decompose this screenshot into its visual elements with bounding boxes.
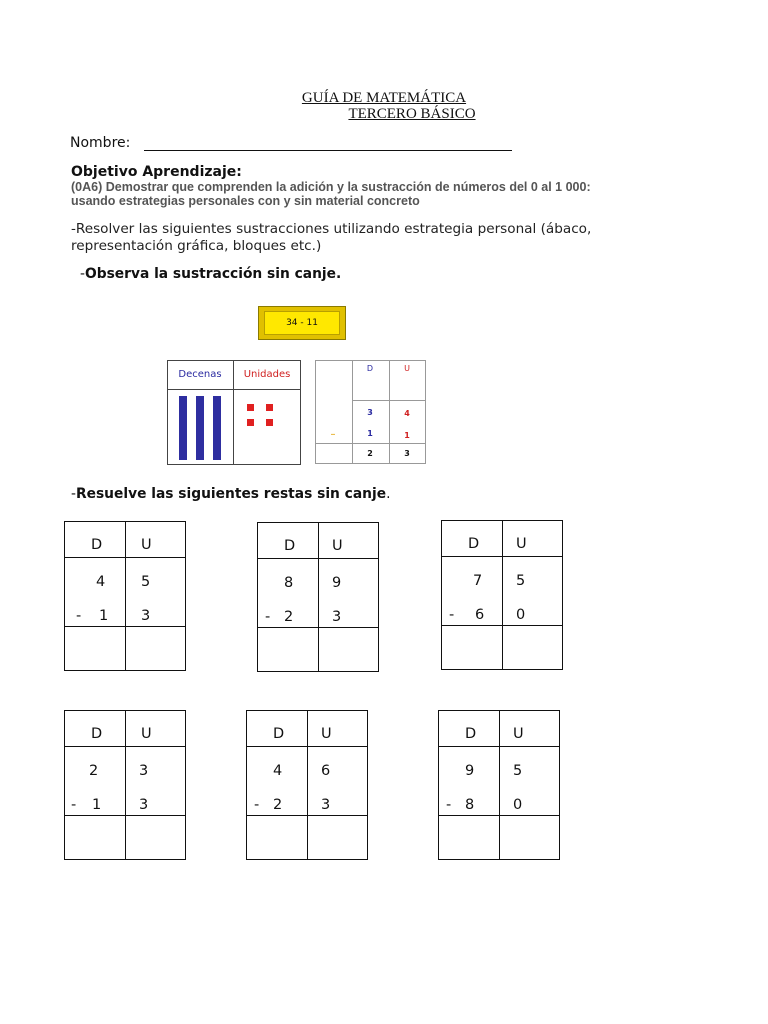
ten-bar (213, 396, 221, 460)
exercise-grid (257, 522, 379, 672)
exercise-head-d: D (91, 537, 103, 553)
exercise-minus: - (449, 607, 455, 623)
exercise-bot-d: 1 (92, 797, 102, 813)
example-grid-line (315, 443, 426, 444)
exercise-top-u: 5 (141, 574, 151, 590)
exercise-bot-d: 2 (273, 797, 283, 813)
page-subtitle: TERCERO BÁSICO (348, 106, 476, 122)
exercise-bot-u: 3 (332, 609, 342, 625)
exercise-top-u: 5 (513, 763, 523, 779)
objective-text-line1: (0A6) Demostrar que comprenden la adición y la sustracción de números del 0 al 1 000: (71, 180, 591, 194)
exercise-head-u: U (141, 537, 152, 553)
instruction-resolve (71, 221, 711, 255)
example-res-u: 3 (404, 449, 410, 458)
unidades-label: Unidades (243, 369, 291, 380)
answer-cell-d[interactable] (247, 816, 307, 859)
answer-cell-u[interactable] (308, 816, 367, 859)
exercise-head-d: D (91, 726, 103, 742)
exercise-top-d: 4 (273, 763, 283, 779)
example-minus: _ (331, 426, 335, 435)
unit-square (266, 419, 273, 426)
objective-text (71, 180, 691, 208)
exercise-minus: - (76, 608, 82, 624)
exercise-head-u: U (332, 538, 343, 554)
unit-square (247, 404, 254, 411)
exercise-grid (441, 520, 563, 670)
exercise-bot-u: 0 (516, 607, 526, 623)
objective-text-line2: usando estrategias personales con y sin material concreto (71, 194, 420, 208)
unit-square (247, 419, 254, 426)
page-title: GUÍA DE MATEMÁTICA (301, 90, 467, 106)
answer-cell-u[interactable] (126, 816, 185, 859)
exercise-head-d: D (284, 538, 296, 554)
exercise-top-u: 5 (516, 573, 526, 589)
instruction-observe (80, 266, 341, 282)
instruction-resuelve (71, 486, 390, 502)
exercise-bot-d: 8 (465, 797, 475, 813)
answer-cell-d[interactable] (65, 627, 125, 670)
exercise-top-u: 3 (139, 763, 149, 779)
instruction-resuelve-dash: - (71, 486, 76, 502)
example-mid-d: 1 (367, 429, 373, 438)
exercise-head-d: D (273, 726, 285, 742)
exercise-minus: - (446, 797, 452, 813)
instruction-resuelve-dot: . (386, 486, 391, 502)
exercise-head-d: D (465, 726, 477, 742)
exercise-minus: - (265, 609, 271, 625)
exercise-top-d: 4 (96, 574, 106, 590)
exercise-top-d: 8 (284, 575, 294, 591)
exercise-head-u: U (513, 726, 524, 742)
example-grid-line (352, 400, 426, 401)
operation-label: 34 - 11 (264, 311, 340, 335)
name-label: Nombre: (70, 135, 131, 151)
exercise-head-u: U (141, 726, 152, 742)
answer-cell-d[interactable] (258, 628, 318, 671)
example-top-d: 3 (367, 408, 373, 417)
example-head-d: D (366, 364, 374, 373)
exercise-grid (64, 521, 186, 671)
exercise-minus: - (254, 797, 260, 813)
answer-cell-u[interactable] (126, 627, 185, 670)
answer-cell-u[interactable] (500, 816, 559, 859)
exercise-top-d: 7 (473, 573, 483, 589)
exercise-grid (438, 710, 560, 860)
exercise-bot-d: 2 (284, 609, 294, 625)
answer-cell-d[interactable] (439, 816, 499, 859)
objective-title: Objetivo Aprendizaje: (71, 164, 242, 180)
ten-bar (179, 396, 187, 460)
exercise-bot-u: 3 (139, 797, 149, 813)
instruction-resuelve-text: Resuelve las siguientes restas sin canje (75, 486, 387, 502)
exercise-head-d: D (468, 536, 480, 552)
exercise-grid (64, 710, 186, 860)
instruction-resolve-line2: representación gráfica, bloques etc.) (71, 238, 322, 254)
blocks-table-header-line (167, 389, 301, 390)
example-res-d: 2 (367, 449, 373, 458)
ten-bar (196, 396, 204, 460)
exercise-bot-d: 6 (475, 607, 485, 623)
instruction-resolve-line1: -Resolver las siguientes sustracciones utilizando estrategia personal (ábaco, (71, 221, 592, 237)
example-mid-u: 1 (404, 431, 410, 440)
exercise-minus: - (71, 797, 77, 813)
unit-square (266, 404, 273, 411)
name-line[interactable] (144, 150, 512, 151)
exercise-top-d: 9 (465, 763, 475, 779)
example-top-u: 4 (404, 409, 410, 418)
exercise-bot-u: 3 (141, 608, 151, 624)
answer-cell-d[interactable] (442, 626, 502, 669)
instruction-observe-text: Observa la sustracción sin canje. (84, 266, 342, 282)
decenas-label: Decenas (178, 369, 222, 380)
exercise-top-d: 2 (89, 763, 99, 779)
answer-cell-u[interactable] (319, 628, 378, 671)
answer-cell-u[interactable] (503, 626, 562, 669)
exercise-bot-u: 3 (321, 797, 331, 813)
exercise-head-u: U (516, 536, 527, 552)
exercise-bot-u: 0 (513, 797, 523, 813)
exercise-head-u: U (321, 726, 332, 742)
exercise-grid (246, 710, 368, 860)
example-head-u: U (404, 364, 410, 373)
instruction-observe-dash: - (80, 266, 85, 282)
exercise-top-u: 9 (332, 575, 342, 591)
exercise-top-u: 6 (321, 763, 331, 779)
answer-cell-d[interactable] (65, 816, 125, 859)
exercise-bot-d: 1 (99, 608, 109, 624)
